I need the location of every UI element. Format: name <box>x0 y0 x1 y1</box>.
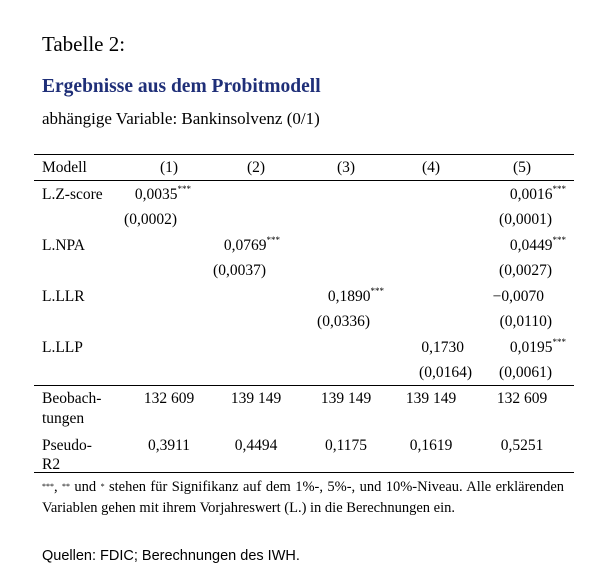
pseudo-value: 0,1175 <box>324 437 368 454</box>
pseudo-value: 0,5251 <box>500 437 544 454</box>
header-model: Modell <box>42 159 87 176</box>
sources-line: Quellen: FDIC; Berechnungen des IWH. <box>42 548 300 564</box>
obs-label-1: Beobach- <box>42 390 102 407</box>
coef-value: 0,1890 <box>327 288 371 305</box>
footnote-sup-1: *** <box>42 482 54 491</box>
pseudo-value: 0,4494 <box>234 437 278 454</box>
significance-stars: *** <box>552 337 566 347</box>
coef-cell <box>224 237 280 255</box>
coef-value: 0,1730 <box>421 339 464 356</box>
table-frame <box>34 14 574 564</box>
table-subtitle: abhängige Variable: Bankinsolvenz (0/1) <box>42 109 320 128</box>
row-label: L.Z-score <box>42 186 103 203</box>
coef-value: −0,0070 <box>492 288 544 305</box>
footnote <box>42 477 564 519</box>
significance-stars: *** <box>552 184 566 194</box>
row-label: L.NPA <box>42 237 85 254</box>
header-col-2: (2) <box>246 159 266 176</box>
pseudo-value: 0,1619 <box>409 437 453 454</box>
coef-value: 0,0195 <box>509 339 553 356</box>
std-error-cell: (0,0164) <box>419 364 472 381</box>
std-error-cell: (0,0001) <box>499 211 552 228</box>
pseudo-value: 0,3911 <box>147 437 191 454</box>
header-rule <box>34 180 574 181</box>
obs-value: 132 609 <box>496 390 548 407</box>
significance-stars: *** <box>552 235 566 245</box>
coef-value: 0,0016 <box>509 186 553 203</box>
obs-value: 132 609 <box>143 390 195 407</box>
coef-cell <box>135 186 191 204</box>
std-error-cell: (0,0336) <box>317 313 370 330</box>
significance-stars: *** <box>177 184 191 194</box>
std-error-cell: (0,0061) <box>499 364 552 381</box>
obs-value: 139 149 <box>405 390 457 407</box>
header-col-1: (1) <box>159 159 179 176</box>
std-error-cell: (0,0002) <box>124 211 177 228</box>
std-error-cell: (0,0037) <box>213 262 266 279</box>
coef-value: 0,0035 <box>134 186 178 203</box>
row-label: L.LLR <box>42 288 85 305</box>
obs-value: 139 149 <box>320 390 372 407</box>
stats-rule <box>34 385 574 386</box>
footnote-sep-2: und <box>70 479 101 495</box>
bottom-rule <box>34 472 574 473</box>
coef-cell <box>510 186 566 204</box>
footnote-sep-1: , <box>54 479 63 495</box>
top-rule <box>34 154 574 155</box>
significance-stars: *** <box>266 235 280 245</box>
footnote-sup-2: ** <box>62 482 71 491</box>
footnote-sup-3: * <box>100 482 105 491</box>
obs-label-2: tungen <box>42 410 85 427</box>
pseudo-label-2: R2 <box>42 456 61 473</box>
coef-value: 0,0449 <box>509 237 553 254</box>
coef-cell <box>421 339 464 357</box>
footnote-text: stehen für Signifikanz auf dem 1%-, 5%-, und 10%-Niveau. Alle erklärenden Variablen gehen mit ihrem Vorjahreswert (L.) in die Berechnungen ein. <box>42 479 565 516</box>
header-col-3: (3) <box>336 159 356 176</box>
table-title: Ergebnisse aus dem Probitmodell <box>42 76 321 97</box>
coef-cell <box>510 339 566 357</box>
table-number: Tabelle 2: <box>42 32 126 56</box>
coef-cell <box>493 288 544 306</box>
header-col-4: (4) <box>421 159 441 176</box>
coef-cell <box>510 237 566 255</box>
coef-value: 0,0769 <box>223 237 267 254</box>
header-col-5: (5) <box>512 159 532 176</box>
significance-stars: *** <box>370 286 384 296</box>
std-error-cell: (0,0110) <box>499 313 552 330</box>
row-label: L.LLP <box>42 339 83 356</box>
std-error-cell: (0,0027) <box>499 262 552 279</box>
pseudo-label-1: Pseudo- <box>42 437 92 454</box>
obs-value: 139 149 <box>230 390 282 407</box>
coef-cell <box>328 288 384 306</box>
